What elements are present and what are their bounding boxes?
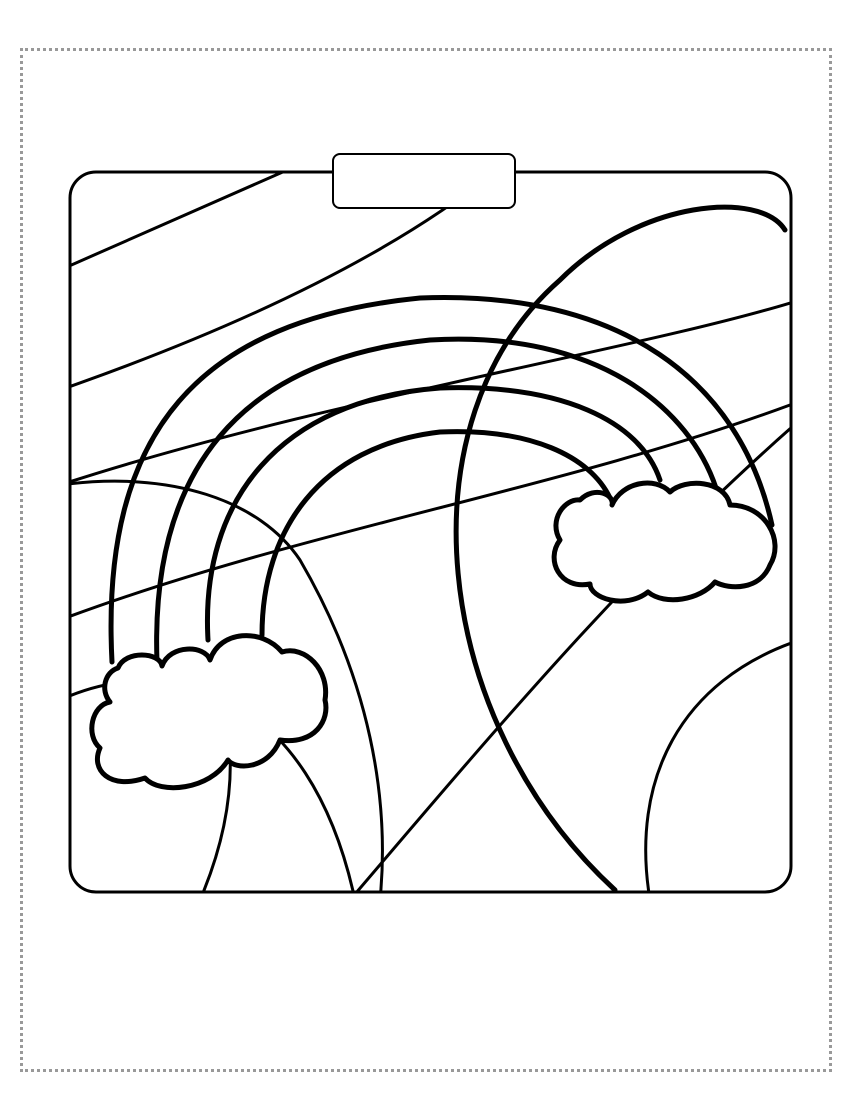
bg-curve xyxy=(60,300,800,485)
bg-curve xyxy=(60,160,310,270)
bg-curve xyxy=(350,420,800,900)
cloud-shape xyxy=(554,483,775,601)
bg-curve xyxy=(646,640,800,900)
letter-tag xyxy=(332,153,516,209)
cloud-shape xyxy=(92,636,326,788)
coloring-picture xyxy=(60,150,800,900)
